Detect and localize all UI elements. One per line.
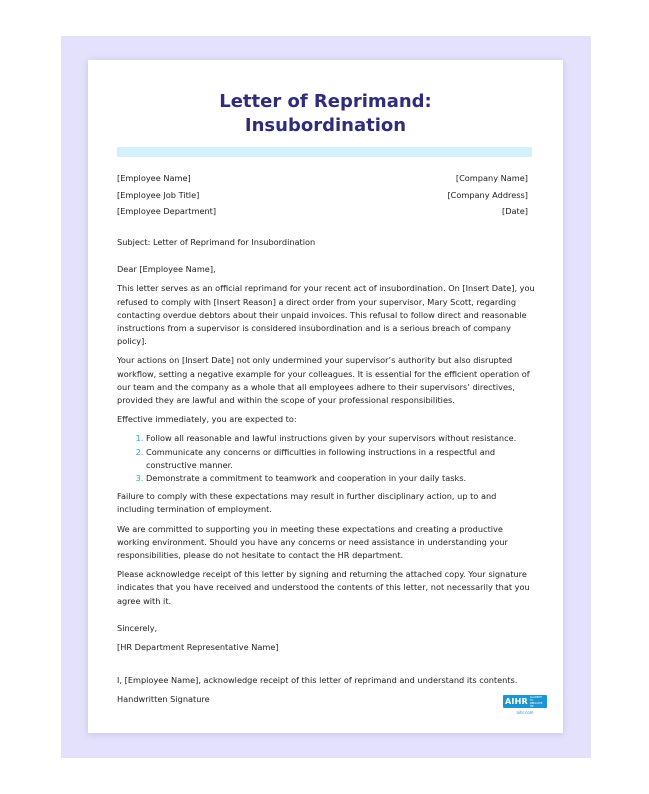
logo-subtext: ACADEMY TO INNOVATE HR <box>529 695 543 708</box>
paragraph-3: Failure to comply with these expectations may result in further disciplinary action, up to and including termination of employment. <box>117 491 497 515</box>
letter-date: [Date] <box>502 206 528 216</box>
letter-page <box>88 60 563 733</box>
greeting: Dear [Employee Name], <box>117 264 216 275</box>
acknowledgement: I, [Employee Name], acknowledge receipt of this letter of reprimand and understand its contents. <box>117 675 518 686</box>
signer-name: [HR Department Representative Name] <box>117 642 279 653</box>
closing: Sincerely, <box>117 622 158 633</box>
logo-url: aihr.com <box>516 710 534 715</box>
company-block <box>447 172 528 222</box>
company-address: [Company Address] <box>447 189 528 200</box>
employee-name: [Employee Name] <box>117 173 191 183</box>
letter-title <box>88 90 563 138</box>
subject-line: Subject: Letter of Reprimand for Insubordination <box>117 237 316 247</box>
employee-department: [Employee Department] <box>117 206 217 216</box>
employee-job-title: [Employee Job Title] <box>117 189 200 200</box>
title-line-1: Letter of Reprimand: <box>219 91 432 112</box>
list-item: 1. Follow all reasonable and lawful instructions given by your supervisors without resistance. <box>146 432 535 445</box>
paragraph-1: This letter serves as an official reprimand for your recent act of insubordination. On [Insert Date], you refused to comply with [Insert Reason] a direct order from your supervisor, Mary Scott, regarding contacting overdue debtors about their unpaid invoices. This refusal to follow direct and reasonable instructions from a supervisor is considered insubordination and is a serious breach of company policy]. <box>117 283 535 347</box>
title-line-2: Insubordination <box>244 115 407 136</box>
paragraph-5: Please acknowledge receipt of this letter by signing and returning the attached copy. Your signature indicates that you have received and understood the contents of this letter, not necessarily that you agree with it. <box>117 569 530 606</box>
expectations-list <box>117 432 535 485</box>
aihr-logo <box>503 695 547 719</box>
company-name: [Company Name] <box>455 173 528 183</box>
expectations-intro: Effective immediately, you are expected to: <box>117 414 297 425</box>
paragraph-2: Your actions on [Insert Date] not only undermined your supervisor’s authority but also disrupted workflow, setting a negative example for your colleagues. It is essential for the efficient operation of our team and the company as a whole that all employees adhere to their supervisors’ directives, provided they are lawful and within the scope of your professional responsibilities. <box>117 355 530 406</box>
list-item: 2. Communicate any concerns or difficulties in following instructions in a respectful and constructive manner. <box>146 446 535 472</box>
logo-badge <box>503 695 547 708</box>
signature-label: Handwritten Signature <box>117 694 210 705</box>
list-item: 3. Demonstrate a commitment to teamwork and cooperation in your daily tasks. <box>146 472 535 485</box>
logo-text: AIHR <box>505 697 528 706</box>
paragraph-4: We are committed to supporting you in meeting these expectations and creating a productive working environment. Should you have any concerns or need assistance in understanding your responsibilities, please do not hesitate to contact the HR department. <box>117 523 508 561</box>
letter-body <box>117 236 535 713</box>
employee-block <box>117 172 216 222</box>
accent-bar <box>117 147 532 157</box>
